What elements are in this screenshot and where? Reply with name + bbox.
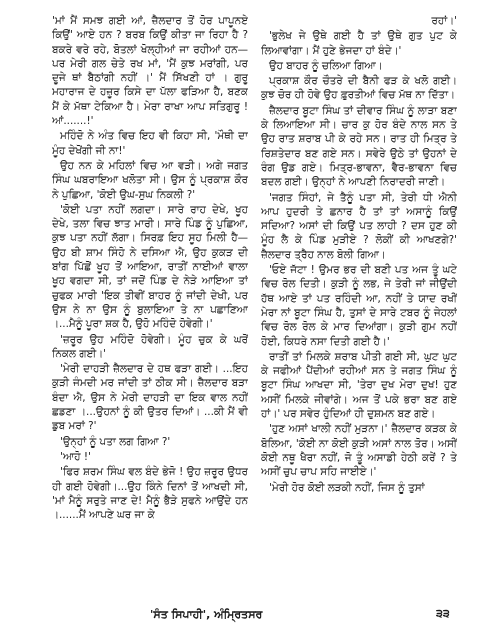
paragraph: 'ਜ਼ਰੂਰ ਉਹ ਮਹਿੰਦੋ ਹੋਵੇਗੀ। ਮੂੰਹ ਚੁਕ ਕੇ ਘਰੋਂ ਨਿਕਲ ਗਈ।' (52, 333, 248, 360)
left-column (52, 14, 248, 610)
paragraph: 'ਓਏ ਜੱਟਾ ! ਉਮਰ ਭਰ ਦੀ ਬਣੀ ਪਤ ਅਜ ਤੂੰ ਘਟੇ ਵਿਚ ਰੋਲ ਦਿਤੀ। ਕੁੜੀ ਨੂੰ ਲਭ, ਜੇ ਤੇਰੀ ਜਾਂ ਜੀਉਂਦੀ ਹੱਥ ਆਏ ਤਾਂ ਪਤ ਰਹਿੰਦੀ ਆ, ਨਹੀਂ ਤੇ ਯਾਦ ਰਖੀਂ ਮੇਰਾ ਨਾਂ ਬੂਟਾ ਸਿੰਘ ਹੈ, ਤੁਸਾਂ ਦੇ ਸਾਰੇ ਟਬਰ ਨੂੰ ਜੇਹਲਾਂ ਵਿਚ ਰੋਲ ਰੋਲ ਕੇ ਮਾਰ ਦਿਆਂਗਾ। ਕੁੜੀ ਗੁਮ ਨਹੀਂ ਹੋਈ, ਕਿਧਰੇ ਨਸਾ ਦਿਤੀ ਗਈ ਹੈ।' (261, 264, 457, 348)
paragraph: 'ਮਾਂ ਮੈਂ ਸਮਝ ਗਈ ਆਂ, ਜ਼ੈਲਦਾਰ ਤੋਂ ਹੋਰ ਪਾਪੂਨਏ ਕਿਉਂ' ਆਏ ਹਨ ? ਬਰਬ ਕਿਉਂ ਕੀਤਾ ਜਾ ਰਿਹਾ ਹੈ ? ਬਕਰੇ ਵਰੇ ਰਹੇ, ਬੋਤਲਾਂ ਖੋਲ੍ਹੀਆਂ ਜਾ ਰਹੀਆਂ ਹਨ—ਪਰ ਮੇਰੀ ਗਲ ਚੇਤੇ ਰਖ ਮਾਂ, 'ਮੈਂ ਕੁਝ ਮਰਾਂਗੀ, ਪਰ ਦੂਜੇ ਥਾਂ ਬੈਠਾਂਗੀ ਨਹੀਂ ।' ਮੈਂ ਸਿੱਖਣੀ ਹਾਂ । ਗੁਰੂ ਮਹਾਰਾਜ ਦੇ ਹਜ਼ੂਰ ਕਿਸੇ ਦਾ ਪੱਲਾ ਫੜਿਆ ਹੈ, ਬਣਕ ਮੈਂ ਕੇ ਮੱਥਾ ਟੇਕਿਆ ਹੈ। ਮੇਰਾ ਰਾਖਾ ਆਪ ਸਤਿਗੁਰੂ ! ਆਂ.......!' (52, 15, 248, 128)
paragraph: 'ਆਹੋ !' (60, 450, 91, 463)
paragraph: ਜ਼ੈਲਦਾਰ ਬੂਟਾ ਸਿੰਘ ਤਾਂ ਦੀਵਾਰ ਸਿੰਘ ਨੂੰ ਲਾੜਾ ਬਣਾ ਕੇ ਲਿਆਇਆ ਸੀ। ਚਾਰ ਕੁ ਹੋਰ ਬੰਦੇ ਨਾਲ ਸਨ ਤੇ ਉਹ ਰਾਤ ਸ਼ਰਾਬ ਪੀ ਕੇ ਰਹੇ ਸਨ। ਰਾਤ ਹੀ ਮਿਤ੍ਰ ਤੇ ਰਿਸ਼ਤੇਦਾਰ ਬਣ ਗਏ ਸਨ। ਸਵੇਰੇ ਉਠੇ ਤਾਂ ਉਹਨਾਂ ਦੇ ਰੰਗ ਉਡ ਗਏ। ਮਿਤ੍ਰ-ਭਾਵਨਾ, ਵੈਰ-ਭਾਵਨਾ ਵਿਚ ਬਦਲ ਗਈ। ਉਨ੍ਹਾਂ ਨੇ ਆਪਣੀ ਨਿਰਾਦਰੀ ਜਾਣੀ। (261, 104, 457, 189)
paragraph: 'ਕੋਈ ਪਤਾ ਨਹੀਂ ਲਗਦਾ। ਸਾਰੇ ਰਾਹ ਦੇਖੇ, ਖੂਹ ਦੇਖੇ, ਤਲਾ ਵਿਚ ਝਾਤ ਮਾਰੀ। ਸਾਰੇ ਪਿੰਡ ਨੂੰ ਪੁਛਿਆ, ਕੁਝ ਪਤਾ ਨਹੀਂ ਲੱਗਾ। ਸਿਰਫ਼ ਇਹ ਸੂਹ ਮਿਲੀ ਹੈ—ਉਹ ਬੀ ਸ਼ਾਮ ਸਿੰਹੋ ਨੇ ਦਸਿਆ ਐ, ਉਹ ਕੁਕੜ ਦੀ ਬਾਂਗ ਪਿੱਛੋਂ ਖੂਹ ਤੋਂ ਆਇਆ, ਰਾਤੀਂ ਨਾਈਆਂ ਵਾਲਾ ਖੂਹ ਵਗਦਾ ਸੀ, ਤਾਂ ਜਦੋਂ ਪਿੰਡ ਦੇ ਨੇੜੇ ਆਇਆ ਤਾਂ ਚੁਫਕ ਮਾਰੀ 'ਇਕ ਤੀਵੀਂ ਬਾਹਰ ਨੂੰ ਜਾਂਦੀ ਦੇਖੀ, ਪਰ ਉਸ ਨੇ ਨਾ ਉਸ ਨੂੰ ਬੁਲਾਇਆ ਤੇ ਨਾ ਪਛਾਣਿਆ ।...ਮੈਨੂੰ ਪੂਰਾ ਸ਼ਕ ਹੈ, ਉਹੋ ਮਹਿੰਦੋ ਹੋਵੇਗੀ।' (52, 203, 248, 331)
paragraph: ਉਹ ਬਾਹਰ ਨੂੰ ਚਲਿਆ ਗਿਆ। (269, 59, 383, 72)
page-number: ੩੩ (436, 607, 450, 620)
paragraph: ਪ੍ਰਕਾਸ਼ ਕੌਰ ਚੌਤਰੇ ਦੀ ਬੈਨੀ ਫੜ ਕੇ ਖਲੋ ਗਈ। ਕੁਝ ਚੋਰ ਹੀ ਹੋਵੇ ਉਹ ਫ਼ੁਰਤੀਆਂ ਵਿਚ ਮੱਥ ਨਾ ਦਿੱਤਾ। (261, 75, 457, 102)
paragraph: ਰਾਤੀਂ ਤਾਂ ਮਿਲਕੇ ਸ਼ਰਾਬ ਪੀਤੀ ਗਈ ਸੀ, ਘੁਟ ਘੁਟ ਕੇ ਜਫੀਆਂ ਪੈਂਦੀਆਂ ਰਹੀਆਂ ਸਨ ਤੇ ਜਗਤ ਸਿੰਘ ਨੂੰ ਬੂਟਾ ਸਿੰਘ ਆਖਦਾ ਸੀ, 'ਤੇਰਾ ਦੁਖ ਮੇਰਾ ਦੁਖ! ਹੁਣ ਅਸੀਂ ਮਿਲਕੇ ਜੀਵਾਂਗੇ। ਅਜ ਤੋਂ ਪਕੇ ਭਰਾ ਬਣ ਗਏ ਹਾਂ।' ਪਰ ਸਵੇਰ ਹੁੰਦਿਆਂ ਹੀ ਦੁਸ਼ਮਨ ਬਣ ਗਏ। (261, 350, 457, 421)
paragraph: 'ਜਗਤ ਸਿੰਹਾਂ, ਜੇ ਤੈਨੂੰ ਪਤਾ ਸੀ, ਤੇਰੀ ਧੀ ਐਨੀ ਆਪ ਹੁਦਰੀ ਤੇ ਛਨਾਰ ਹੈ ਤਾਂ ਤਾਂ ਅਸਾਨੂੰ ਕਿਉਂ ਸਦਿਆ? ਅਸਾਂ ਦੀ ਕਿਉਂ ਪਤ ਲਾਹੀ ? ਦਸ ਹੁਣ ਕੀ ਮੂੰਹ ਲੈ ਕੇ ਪਿੰਡ ਮੁੜੀਏ ? ਲੋਕੀਂ ਕੀ ਆਖਣਗੇ?' ਜ਼ੈਲਦਾਰ ਤ੍ਰੈਹ ਨਾਲ ਬੋਲੀ ਗਿਆ। (261, 191, 457, 261)
paragraph: 'ਫਿਰ ਸ਼ਰਮ ਸਿੰਘ ਵਲ ਬੰਦੇ ਭੇਜੋ ! ਉਹ ਜ਼ਰੂਰ ਉਧਰ ਹੀ ਗਈ ਹੋਵੇਗੀ।...ਉਹ ਕਿੰਨੇ ਦਿਨਾਂ ਤੋਂ ਆਖਦੀ ਸੀ, 'ਮਾਂ ਮੈਨੂੰ ਸਰੁਤੇ ਜਾਣ ਦੇ! ਮੈਨੂੰ ਭੈੜੇ ਸੁਫਨੇ ਆਉਂਦੇ ਹਨ ।......ਮੈਂ ਆਪਣੇ ਘਰ ਜਾ ਕੇ (52, 466, 248, 522)
paragraph: ਮਹਿੰਦੋ ਨੇ ਅੰਤ ਵਿਚ ਇਹ ਵੀ ਕਿਹਾ ਸੀ, 'ਮੌਥੀ ਦਾ ਮੂੰਹ ਦੇਖੋਂਗੀ ਜੀ ਨਾ!' (52, 130, 248, 157)
paragraph: ਉਹ ਨਨ ਕੇ ਮਹਿਲਾਂ ਵਿਚ ਆ ਵੜੀ। ਅਗੇ ਜਗਤ ਸਿੰਘ ਘਬਰਾਇਆ ਖਲੋਤਾ ਸੀ। ਉਸ ਨੂੰ ਪ੍ਰਕਾਸ਼ ਕੌਰ ਨੇ ਪੁਛਿਆ, 'ਕੋਈ ਉਘ-ਸੁਘ ਨਿਕਲੀ ?' (52, 159, 248, 201)
paragraph: 'ਮੇਰੀ ਹੋਰ ਕੋਈ ਲੜਕੀ ਨਹੀਂ, ਜਿਸ ਨੂੰ ਤੁਸਾਂ (269, 481, 425, 494)
paragraph: 'ਮੇਰੀ ਦਾਹੜੀ ਜ਼ੈਲਦਾਰ ਦੇ ਹਥ ਫੜਾ ਗਈ। ...ਇਹ ਕੁੜੀ ਜੰਮਦੀ ਮਰ ਜਾਂਦੀ ਤਾਂ ਠੀਕ ਸੀ। ਜ਼ੈਲਦਾਰ ਬੜਾ ਬੰਦਾ ਐ, ਉਸ ਨੇ ਮੇਰੀ ਦਾਹੜੀ ਦਾ ਇਕ ਵਾਲ ਨਹੀਂ ਛਡਣਾ ।...ਉਹਨਾਂ ਨੂੰ ਕੀ ਉਤਰ ਦਿਆਂ। ...ਕੀ ਮੈਂ ਵੀ ਡੁਬ ਮਰਾਂ ?' (52, 363, 248, 433)
paragraph: 'ਉਨ੍ਹਾਂ ਨੂੰ ਪਤਾ ਲਗ ਗਿਆ ?' (60, 435, 171, 448)
right-column (261, 14, 457, 574)
paragraph: ਰਹਾਂ।' (431, 15, 457, 27)
magazine-name: 'ਸੰਤ ਸਿਪਾਹੀ', ਅੰਮ੍ਰਿਤਸਰ (150, 608, 263, 621)
paragraph: 'ਭੁਲੇਖ ਜੇ ਉਥੇ ਗਈ ਹੈ ਤਾਂ ਉਥੇ ਗੁਤ ਪੁਟ ਕੇ ਲਿਆਵਾਂਗਾ। ਮੈਂ ਹੁਣੇ ਭੇਜਦਾ ਹਾਂ ਬੰਦੇ।' (261, 30, 457, 57)
paragraph: 'ਹੁਣ ਅਸਾਂ ਖਾਲੀ ਨਹੀਂ ਮੁੜਨਾ।' ਜ਼ੈਲਦਾਰ ਕੜਕ ਕੇ ਬੋਲਿਆ, 'ਕੋਈ ਨਾ ਕੋਈ ਕੁੜੀ ਅਸਾਂ ਨਾਲ ਤੋਰ। ਅਸੀਂ ਕੋਈ ਨਥੂ ਖੈਰਾ ਨਹੀਂ, ਜੋ ਤੂੰ ਅਸਾਡੀ ਹੇਠੀ ਕਰੇਂ ? ਤੇ ਅਸੀਂ ਚੁਪ ਚਾਪ ਸਹਿ ਜਾਈਏ।' (261, 423, 457, 479)
